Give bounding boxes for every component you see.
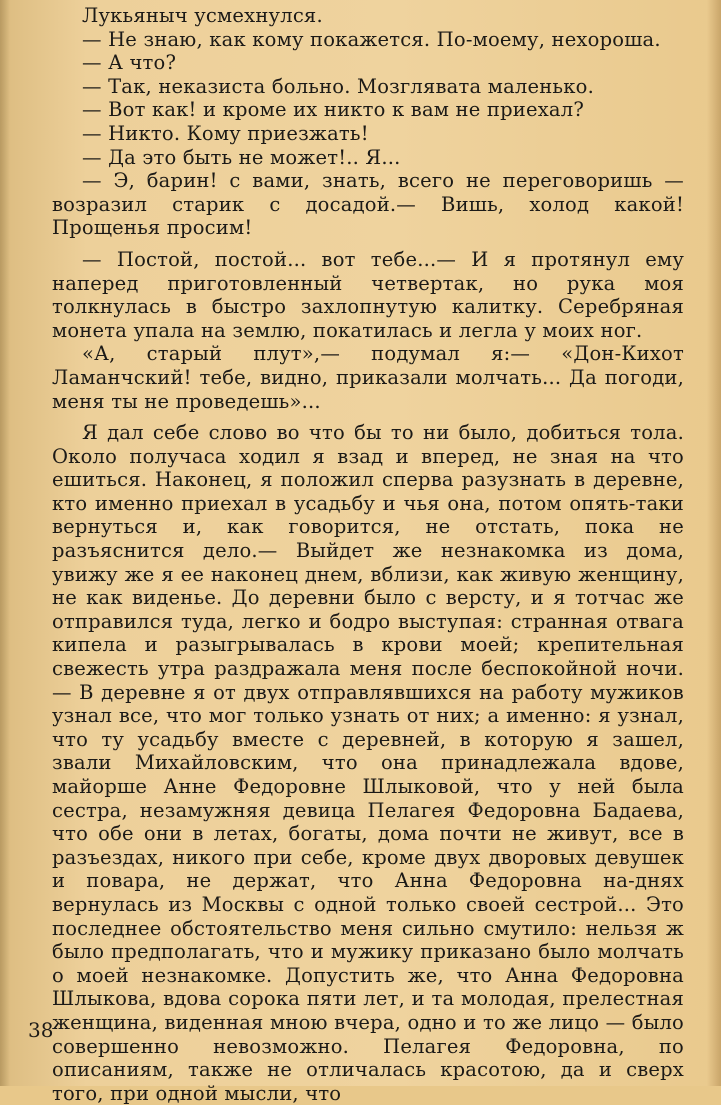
- paragraph: «А, старый плут»,— подумал я:— «Дон-Кихот Ламанчский! тебе, видно, приказали молчать... Да погоди, меня ты не проведешь»...: [52, 342, 684, 413]
- paragraph: — Так, неказиста больно. Мозглявата маленько.: [82, 74, 594, 98]
- body-text: [52, 4, 684, 1105]
- paragraph: — А что?: [82, 51, 177, 75]
- paragraph: — Не знаю, как кому покажется. По-моему, нехороша.: [82, 27, 661, 51]
- paragraph: — Никто. Кому приезжать!: [82, 121, 369, 145]
- page-right-shadow: [707, 0, 721, 1086]
- paragraph: Лукьяныч усмехнулся.: [82, 4, 323, 27]
- paragraph: — Вот как! и кроме их никто к вам не приехал?: [82, 98, 584, 122]
- page-number: 38: [28, 1018, 54, 1042]
- paragraph: — Да это быть не может!.. Я...: [82, 145, 401, 169]
- page-left-shadow: [0, 0, 10, 1086]
- paragraph: — Э, барин! с вами, знать, всего не переговоришь — возразил старик с досадой.— Вишь, холод какой! Прощенья просим!: [52, 169, 684, 240]
- paragraph: — Постой, постой... вот тебе...— И я протянул ему наперед приготовленный четвертак, но рука моя толкнулась в быстро захлопнутую калитку. Серебряная монета упала на землю, покатилась и легла у моих ног.: [52, 247, 684, 342]
- paragraph: Я дал себе слово во что бы то ни было, добиться тола. Около получаса ходил я взад и вперед, не зная на что ешиться. Наконец, я положил сперва разузнать в деревне, кто именно приехал в усадьбу и чья она, потом опять-таки вернуться и, как говорится, не отстать, пока не разъяснится дело.— Выйдет же незнакомка из дома, увижу же я ее наконец днем, вблизи, как живую женщину, не как виденье. До деревни было с версту, и я тотчас же отправился туда, легко и бодро выступая: странная отвага кипела и разыгрывалась в крови моей; крепительная свежесть утра раздражала меня после беспокойной ночи.— В деревне я от двух отправлявшихся на работу мужиков узнал все, что мог только узнать от них; а именно: я узнал, что ту усадьбу вместе с деревней, в которую я зашел, звали Михайловским, что она принадлежала вдове, майорше Анне Федоровне Шлыковой, что у ней была сестра, незамужняя девица Пелагея Федоровна Бадаева, что обе они в летах, богаты, дома почти не живут, все в разъездах, никого при себе, кроме двух дворовых девушек и повара, не держат, что Анна Федоровна на-днях вернулась из Москвы с одной только своей сестрой... Это последнее обстоятельство меня сильно смутило: нельзя ж было предполагать, что и мужику приказано было молчать о моей незнакомке. Допустить же, что Анна Федоровна Шлыкова, вдова сорока пяти лет, и та молодая, прелестная женщина, виденная мною вчера, одно и то же лицо — было совершенно невозможно. Пелагея Федоровна, по описаниям, также не отличалась красотою, да и сверх того, при одной мысли, что: [52, 421, 684, 1105]
